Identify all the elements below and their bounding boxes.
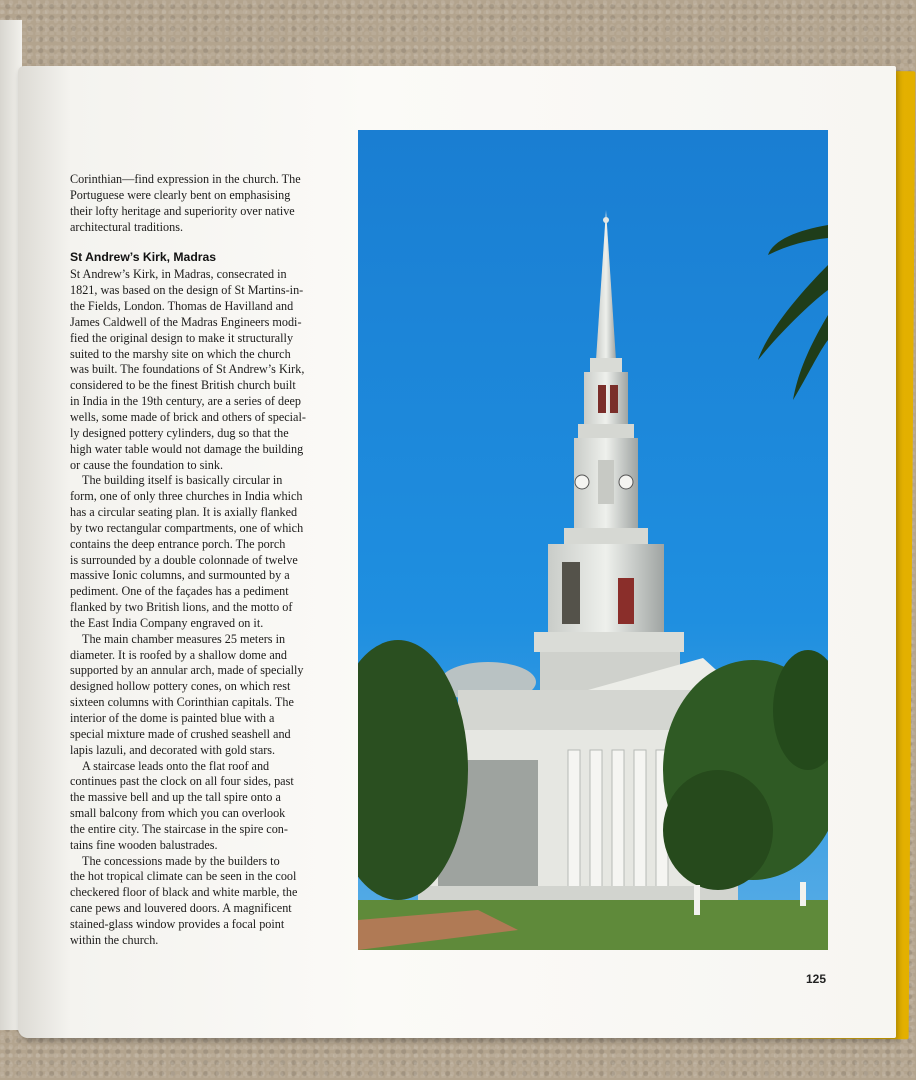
church-photo <box>358 130 828 950</box>
section-heading: St Andrew’s Kirk, Madras <box>70 250 217 265</box>
paragraph-staircase: A staircase leads onto the flat roof and continues past the clock on all four sides, past the massive bell and up the tall spire onto a small balcony from which you can overlook the entire city. The staircase in the spire con- tains fine wooden balustrades. <box>70 758 294 852</box>
paragraph-climate: The concessions made by the builders to the hot tropical climate can be seen in the cool checkered floor of black and white marble, the cane pews and louvered doors. A magnificent stained-glass window provides a focal point within the church. <box>70 853 298 947</box>
paragraph-main-chamber: The main chamber measures 25 meters in diameter. It is roofed by a shallow dome and supported by an annular arch, made of specially designed hollow pottery cones, on which rest sixteen columns with Corinthian capitals. The interior of the dome is painted blue with a special mixture made of crushed seashell and lapis lazuli, and decorated with gold stars. <box>70 631 304 757</box>
paragraph-building-form: The building itself is basically circular in form, one of only three churches in India which has a circular seating plan. It is axially flanked by two rectangular compartments, one of which contains the deep entrance porch. The porch is surrounded by a double colonnade of twelve massive Ionic columns, and surmounted by a pediment. One of the façades has a pediment flanked by two British lions, and the motto of the East India Company engraved on it. <box>70 473 304 630</box>
intro-paragraph: Corinthian—find expression in the church. The Portuguese were clearly bent on emphasising their lofty heritage and superiority over native architectural traditions. <box>70 172 301 234</box>
church-illustration <box>358 130 828 950</box>
page-number: 125 <box>806 972 827 986</box>
text-column <box>70 172 342 949</box>
paragraph-foundations: St Andrew’s Kirk, in Madras, consecrated in 1821, was based on the design of St Martins-in- the Fields, London. Thomas de Havilland and James Caldwell of the Madras Engineers modi- fied the original design to make it structurally suited to the marshy site on which the church was built. The foundations of St Andrew’s Kirk, considered to be the finest British church built in India in the 19th century, are a series of deep wells, some made of brick and others of special- ly designed pottery cylinders, dug so that the high water table would not damage the building or cause the foundation to sink. <box>70 267 306 472</box>
